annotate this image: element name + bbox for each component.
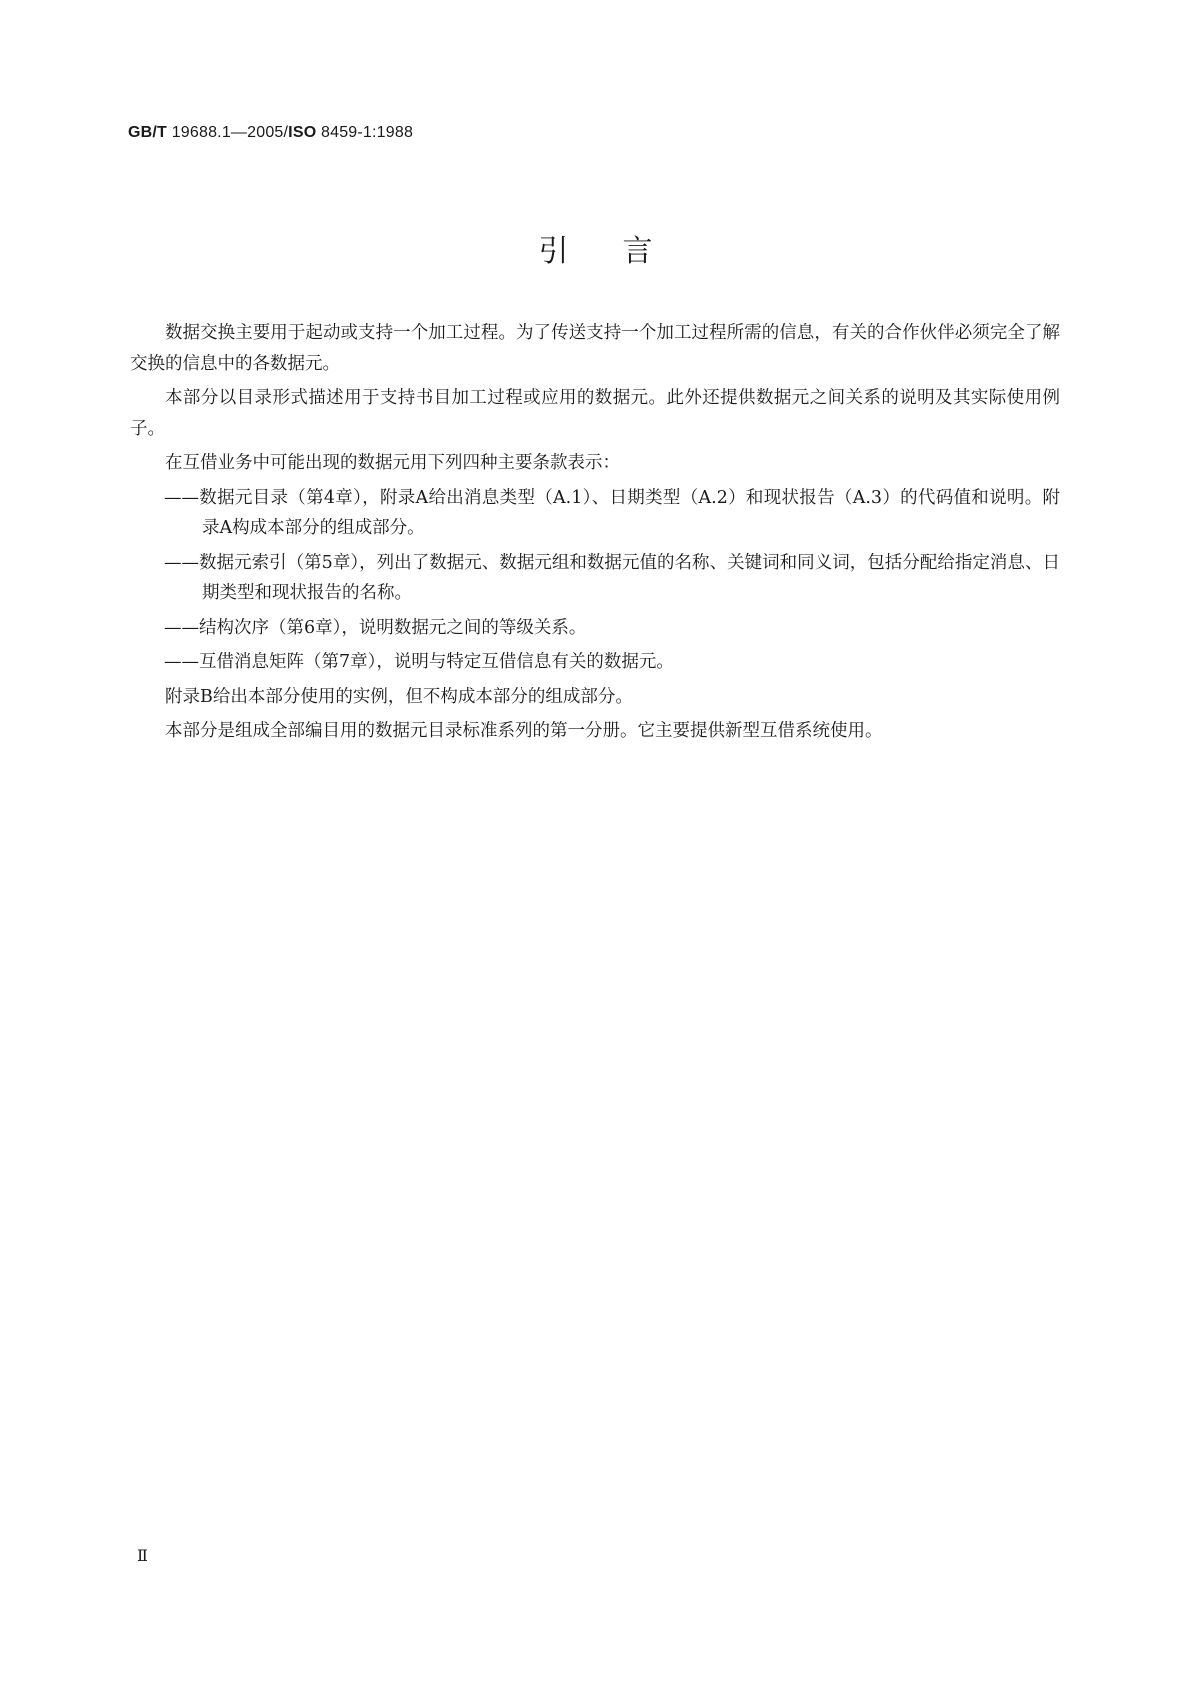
list-item: ——互借消息矩阵（第7章），说明与特定互借信息有关的数据元。 — [164, 652, 674, 672]
list-item: ——数据元目录（第4章），附录A给出消息类型（A.1）、日期类型（A.2）和现状报告（A.3）的代码值和说明。附录A构成本部分的组成部分。 — [164, 487, 1060, 538]
std-prefix: GB/T — [128, 124, 168, 141]
list-item: ——结构次序（第6章），说明数据元之间的等级关系。 — [164, 617, 587, 638]
std-number: 19688.1—2005/ — [171, 124, 289, 141]
page-number: Ⅱ — [137, 1546, 148, 1565]
paragraph: 在互借业务中可能出现的数据元用下列四种主要条款表示： — [165, 453, 620, 473]
iso-number: 8459-1:1988 — [321, 124, 414, 141]
list-item: ——数据元索引（第5章），列出了数据元、数据元组和数据元值的名称、关键词和同义词，包括分配给指定消息、日期类型和现状报告的名称。 — [164, 552, 1060, 603]
paragraph: 本部分以目录形式描述用于支持书目加工过程或应用的数据元。此外还提供数据元之间关系的说明及其实际使用例子。 — [130, 388, 1060, 439]
paragraph: 附录B给出本部分使用的实例，但不构成本部分的组成部分。 — [165, 686, 633, 707]
standard-header — [128, 124, 413, 142]
body-text — [130, 318, 1060, 751]
paragraph: 数据交换主要用于起动或支持一个加工过程。为了传送支持一个加工过程所需的信息，有关的合作伙伴必须完全了解交换的信息中的各数据元。 — [130, 323, 1060, 374]
iso-prefix: ISO — [288, 124, 317, 141]
paragraph: 本部分是组成全部编目用的数据元目录标准系列的第一分册。它主要提供新型互借系统使用。 — [165, 721, 883, 741]
page-title: 引言 — [538, 234, 707, 269]
